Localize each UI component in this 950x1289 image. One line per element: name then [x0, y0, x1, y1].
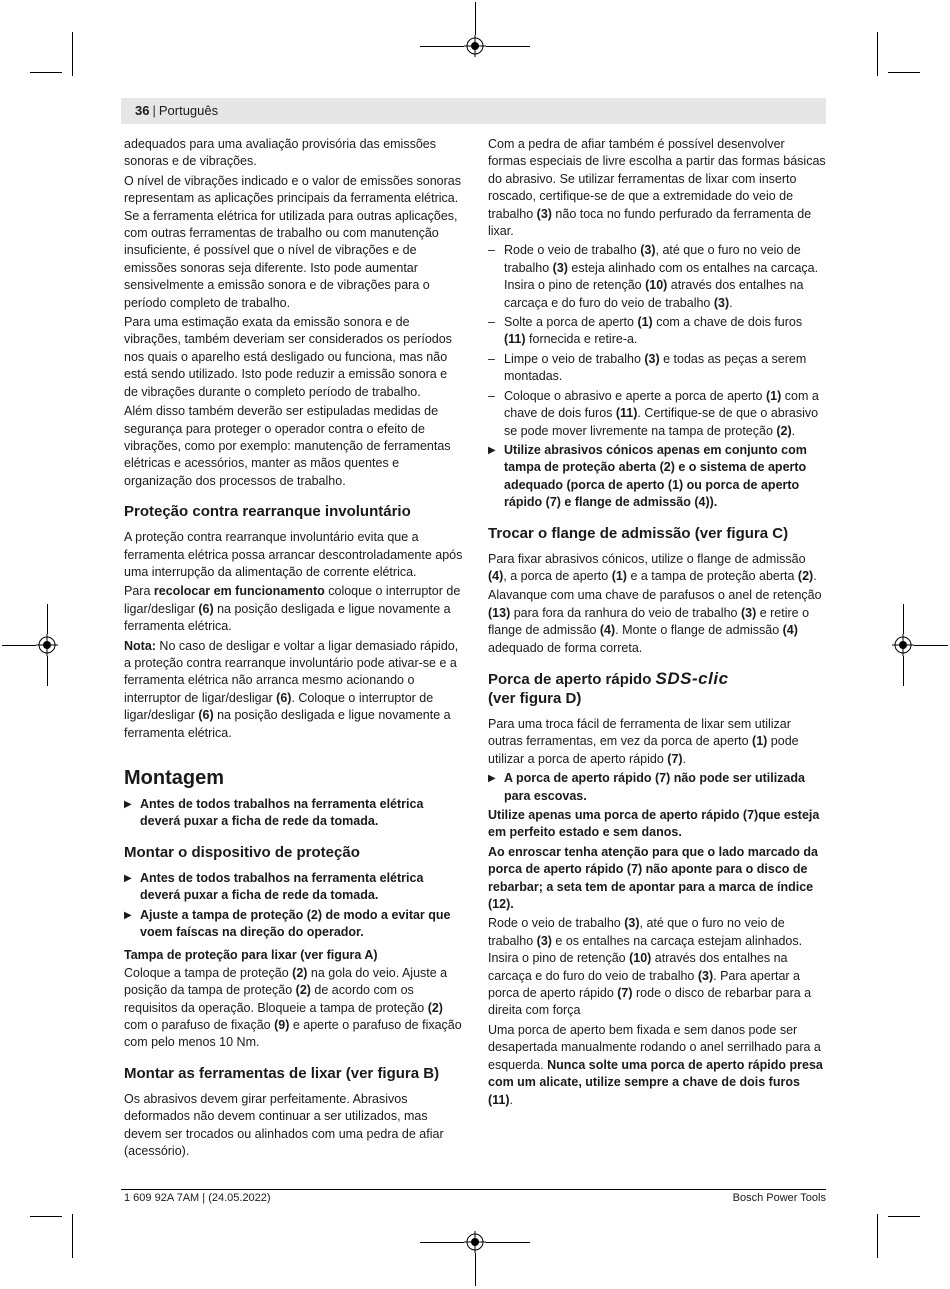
- section-heading: Proteção contra rearranque involuntário: [124, 503, 411, 521]
- paragraph: adequados para uma avaliação provisória das emissões sonoras e de vibrações.: [124, 137, 436, 169]
- registration-mark-icon: [464, 1231, 486, 1253]
- crop-mark: [903, 656, 904, 686]
- crop-mark: [72, 1214, 73, 1258]
- crop-mark: [420, 1242, 464, 1243]
- paragraph: Uma porca de aperto bem fixada e sem danos pode ser desapertada manualmente rodando o anel serrilhado para a esquerda. Nunca solte uma porca de aperto rápido presa com um alicate, utilize sempre a chave de dois furos (11).: [488, 1022, 823, 1107]
- section-heading: Porca de aperto rápido SDS-clic (ver figura D): [488, 668, 729, 707]
- registration-mark-icon: [892, 634, 914, 656]
- paragraph: Além disso também deverão ser estipuladas medidas de segurança para proteger o operador contra o efeito de vibrações, como por exemplo: manutenção de ferramentas elétricas e acessórios, manter as mãos quentes e organização dos processos de trabalho.: [124, 404, 451, 488]
- crop-mark: [903, 604, 904, 634]
- left-column: [124, 136, 464, 1163]
- triangle-right-icon: ▶: [488, 773, 496, 785]
- paragraph: Os abrasivos devem girar perfeitamente. Abrasivos deformados não devem continuar a ser utilizados, mas devem ser trocados ou alinhados com uma pedra de afiar (acessório).: [124, 1091, 444, 1159]
- warning-item: ▶ Antes de todos trabalhos na ferramenta elétrica deverá puxar a ficha de rede da tomada.: [124, 870, 464, 905]
- crop-mark: [877, 1214, 878, 1258]
- page-header: [121, 98, 826, 124]
- subsection-heading: Tampa de proteção para lixar (ver figura A): [124, 948, 378, 963]
- list-item: – Solte a porca de aperto (1) com a chave de dois furos (11) fornecida e retire-a.: [488, 315, 803, 347]
- paragraph: Para uma troca fácil de ferramenta de lixar sem utilizar outras ferramentas, em vez da porca de aperto (1) pode utilizar a porca de aperto rápido (7).: [488, 716, 799, 766]
- paragraph: Para uma estimação exata da emissão sonora e de vibrações, também deveriam ser considerados os períodos nos quais o aparelho está desligado ou funciona, mas não está sendo utilizado. Isto pode reduzir a emissão sonora e de vibrações durante o completo período de trabalho.: [124, 315, 452, 399]
- section-heading: Trocar o flange de admissão (ver figura C): [488, 524, 789, 542]
- crop-mark: [888, 1216, 920, 1217]
- paragraph: O nível de vibrações indicado e o valor de emissões sonoras representam as aplicações principais da ferramenta elétrica. Se a ferramenta elétrica for utilizada para outras aplicações, com outras ferramentas de trabalho ou com manutenção insuficiente, é possível que o nível de vibrações e de emissões sonoras seja diferente. Isto pode aumentar sensivelmente a emissão sonora e de vibrações para o período completo de trabalho.: [124, 173, 461, 310]
- section-heading: Montar as ferramentas de lixar (ver figura B): [124, 1064, 440, 1082]
- crop-mark: [486, 46, 530, 47]
- bold-paragraph: Ao enroscar tenha atenção para que o lado marcado da porca de aperto rápido (7) não aponte para o disco de rebarbar; a seta tem de apontar para a marca de índice (12).: [488, 844, 818, 912]
- header-separator: |: [152, 103, 156, 118]
- crop-mark: [420, 46, 464, 47]
- warning-item: ▶ A porca de aperto rápido (7) não pode ser utilizada para escovas.: [488, 770, 826, 805]
- footer-doc-id: 1 609 92A 7AM | (24.05.2022): [124, 1192, 271, 1204]
- right-column: [488, 136, 826, 1111]
- crop-mark: [486, 1242, 530, 1243]
- chapter-heading: Montagem: [124, 767, 224, 789]
- list-item: – Rode o veio de trabalho (3), até que o furo no veio de trabalho (3) esteja alinhado com os entalhes na carcaça. Insira o pino de retenção (10) através dos entalhes na carcaça e do furo do veio de trabalho (3).: [488, 243, 819, 310]
- crop-mark: [914, 645, 948, 646]
- header-language: Português: [158, 103, 219, 118]
- crop-mark: [888, 72, 920, 73]
- triangle-right-icon: ▶: [488, 444, 496, 456]
- crop-mark: [47, 604, 48, 634]
- paragraph: Alavanque com uma chave de parafusos o anel de retenção (13) para fora da ranhura do veio de trabalho (3) e retire o flange de admissão (4). Monte o flange de admissão (4) adequado de forma correta.: [488, 588, 822, 655]
- warning-item: ▶ Utilize abrasivos cónicos apenas em conjunto com tampa de proteção aberta (2) e o sistema de aperto adequado (porca de aperto (1) ou porca de aperto rápido (7) e flange de admissão (4)).: [488, 442, 826, 512]
- triangle-right-icon: ▶: [124, 872, 132, 884]
- paragraph: A proteção contra rearranque involuntário evita que a ferramenta elétrica possa arrancar descontroladamente após uma interrupção da alimentação de corrente elétrica.: [124, 530, 463, 579]
- crop-mark: [72, 32, 73, 76]
- paragraph: Rode o veio de trabalho (3), até que o furo no veio de trabalho (3) e os entalhes na carcaça estejam alinhados. Insira o pino de retenção (10) através dos entalhes na carcaça e do furo do veio de trabalho (3). Para apertar a porca de aperto rápido (7) rode o disco de rebarbar para a direita com força: [488, 916, 812, 1018]
- list-item: – Limpe o veio de trabalho (3) e todas as peças a serem montadas.: [488, 351, 807, 384]
- crop-mark: [475, 1253, 476, 1286]
- crop-mark: [47, 656, 48, 686]
- warning-item: ▶ Ajuste a tampa de proteção (2) de modo a evitar que voem faíscas na direção do operador.: [124, 907, 464, 942]
- registration-mark-icon: [464, 35, 486, 57]
- registration-mark-icon: [36, 634, 58, 656]
- crop-mark: [2, 645, 36, 646]
- section-heading: Montar o dispositivo de proteção: [124, 843, 360, 861]
- list-item: – Coloque o abrasivo e aperte a porca de aperto (1) com a chave de dois furos (11). Certifique-se de que o abrasivo se pode mover livremente na tampa de proteção (2).: [488, 388, 819, 438]
- note-paragraph: Nota: No caso de desligar e voltar a ligar demasiado rápido, a proteção contra rearranque involuntário pode ativar-se e a ferramenta elétrica não arranca mesmo acionando o interruptor de ligar/desligar (6). Coloque o interruptor de ligar/desligar (6) na posição desligada e ligue novamente a ferramenta elétrica.: [124, 638, 459, 740]
- warning-item: ▶ Antes de todos trabalhos na ferramenta elétrica deverá puxar a ficha de rede da tomada.: [124, 796, 464, 831]
- page-number: 36: [135, 103, 150, 118]
- crop-mark: [475, 2, 476, 35]
- triangle-right-icon: ▶: [124, 799, 132, 810]
- triangle-right-icon: ▶: [124, 909, 132, 921]
- crop-mark: [30, 1216, 62, 1217]
- sds-clic-logo: SDS-clic: [655, 668, 729, 688]
- footer-rule: [121, 1189, 826, 1190]
- paragraph: Para recolocar em funcionamento coloque o interruptor de ligar/desligar (6) na posição desligada e ligue novamente a ferramenta elétrica.: [124, 584, 461, 634]
- footer-brand: Bosch Power Tools: [732, 1192, 826, 1204]
- crop-mark: [30, 72, 62, 73]
- bold-paragraph: Utilize apenas uma porca de aperto rápido (7)que esteja em perfeito estado e sem danos.: [488, 808, 820, 840]
- paragraph: Coloque a tampa de proteção (2) na gola do veio. Ajuste a posição da tampa de proteção (2) de acordo com os requisitos da operação. Bloqueie a tampa de proteção (2) com o parafuso de fixação (9) e aperte o parafuso de fixação com pelo menos 10 Nm.: [124, 965, 462, 1050]
- paragraph: Com a pedra de afiar também é possível desenvolver formas especiais de livre escolha a partir das formas básicas do abrasivo. Se utilizar ferramentas de lixar com inserto roscado, certifique-se de que a extremidade do veio de trabalho (3) não toca no fundo perfurado da ferramenta de lixar.: [488, 137, 826, 239]
- crop-mark: [877, 32, 878, 76]
- paragraph: Para fixar abrasivos cónicos, utilize o flange de admissão (4), a porca de aperto (1) e a tampa de proteção aberta (2).: [488, 551, 817, 583]
